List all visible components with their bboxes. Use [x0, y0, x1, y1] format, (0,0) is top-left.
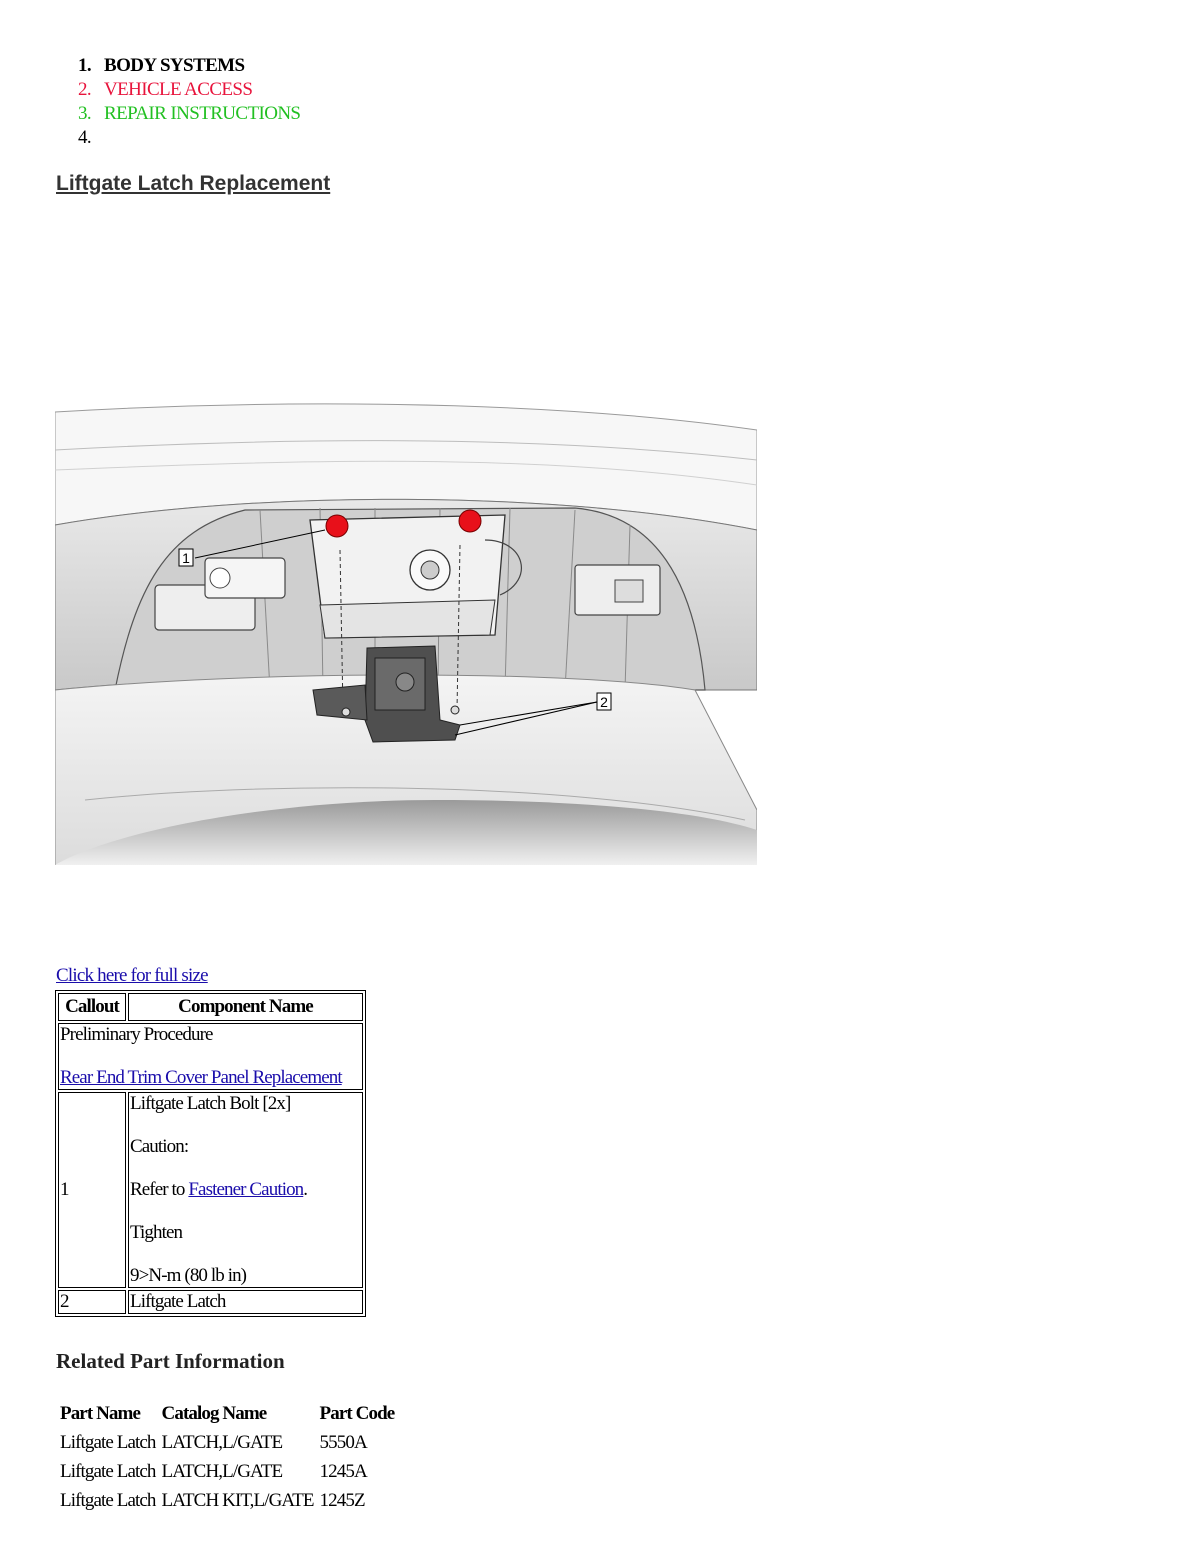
breadcrumb-item-body-systems[interactable] [78, 54, 300, 78]
catalog-name-cell: LATCH,L/GATE [161, 1431, 283, 1453]
liftgate-latch-illustration [55, 390, 757, 865]
part-code-cell: 1245A [319, 1460, 367, 1482]
svg-text:2: 2 [600, 694, 608, 710]
breadcrumb [78, 54, 300, 150]
part-code-header: Part Code [319, 1403, 395, 1424]
part-code-cell: 1245Z [319, 1489, 365, 1511]
part-code-cell: 5550A [319, 1431, 367, 1453]
related-parts-table [57, 1400, 397, 1515]
breadcrumb-number: 2. [78, 79, 92, 100]
component-cell [128, 1092, 363, 1288]
breadcrumb-label: REPAIR INSTRUCTIONS [104, 103, 301, 124]
svg-text:1: 1 [182, 550, 190, 566]
breadcrumb-number: 3. [78, 103, 92, 124]
catalog-name-cell: LATCH,L/GATE [161, 1460, 283, 1482]
part-name-cell: Liftgate Latch [60, 1460, 156, 1482]
callout-cell: 1 [58, 1092, 126, 1288]
part-name-cell: Liftgate Latch [60, 1489, 156, 1511]
callout-2-label [597, 693, 611, 710]
component-table [55, 990, 366, 1317]
part-name-header: Part Name [60, 1403, 140, 1424]
component-name-header: Component Name [128, 993, 363, 1021]
component-name: Liftgate Latch Bolt [2x] [130, 1093, 291, 1114]
preliminary-label: Preliminary Procedure [60, 1024, 213, 1045]
callout-header: Callout [58, 993, 126, 1021]
preliminary-cell [58, 1023, 363, 1090]
tighten-label: Tighten [130, 1222, 183, 1243]
table-header-row [57, 1400, 397, 1428]
breadcrumb-label: BODY SYSTEMS [104, 55, 245, 76]
table-row [58, 1092, 363, 1288]
fastener-caution-link[interactable]: Fastener Caution [188, 1179, 304, 1200]
related-part-title: Related Part Information [56, 1349, 285, 1373]
table-header-row [58, 993, 363, 1021]
breadcrumb-number: 1. [78, 55, 92, 76]
table-row [57, 1486, 397, 1515]
table-row [57, 1428, 397, 1457]
breadcrumb-item-vehicle-access[interactable] [78, 78, 300, 102]
breadcrumb-item-repair-instructions[interactable] [78, 102, 300, 126]
table-row-preliminary [58, 1023, 363, 1090]
part-name-cell: Liftgate Latch [60, 1431, 156, 1453]
component-cell: Liftgate Latch [128, 1290, 363, 1314]
caution-label: Caution: [130, 1136, 189, 1157]
full-size-link[interactable]: Click here for full size [56, 965, 208, 986]
breadcrumb-label: VEHICLE ACCESS [104, 79, 253, 100]
refer-text: Refer to Fastener Caution. [130, 1179, 308, 1200]
page-title: Liftgate Latch Replacement [56, 172, 331, 195]
callout-cell: 2 [58, 1290, 126, 1314]
table-row [58, 1290, 363, 1314]
catalog-name-header: Catalog Name [161, 1403, 267, 1424]
table-row [57, 1457, 397, 1486]
torque-value: 9>N-m (80 lb in) [130, 1265, 247, 1286]
rear-end-trim-link[interactable]: Rear End Trim Cover Panel Replacement [60, 1067, 342, 1088]
catalog-name-cell: LATCH KIT,L/GATE [161, 1489, 314, 1511]
callout-1-label [179, 549, 193, 566]
breadcrumb-number: 4. [78, 127, 92, 148]
breadcrumb-item-4 [78, 126, 300, 150]
